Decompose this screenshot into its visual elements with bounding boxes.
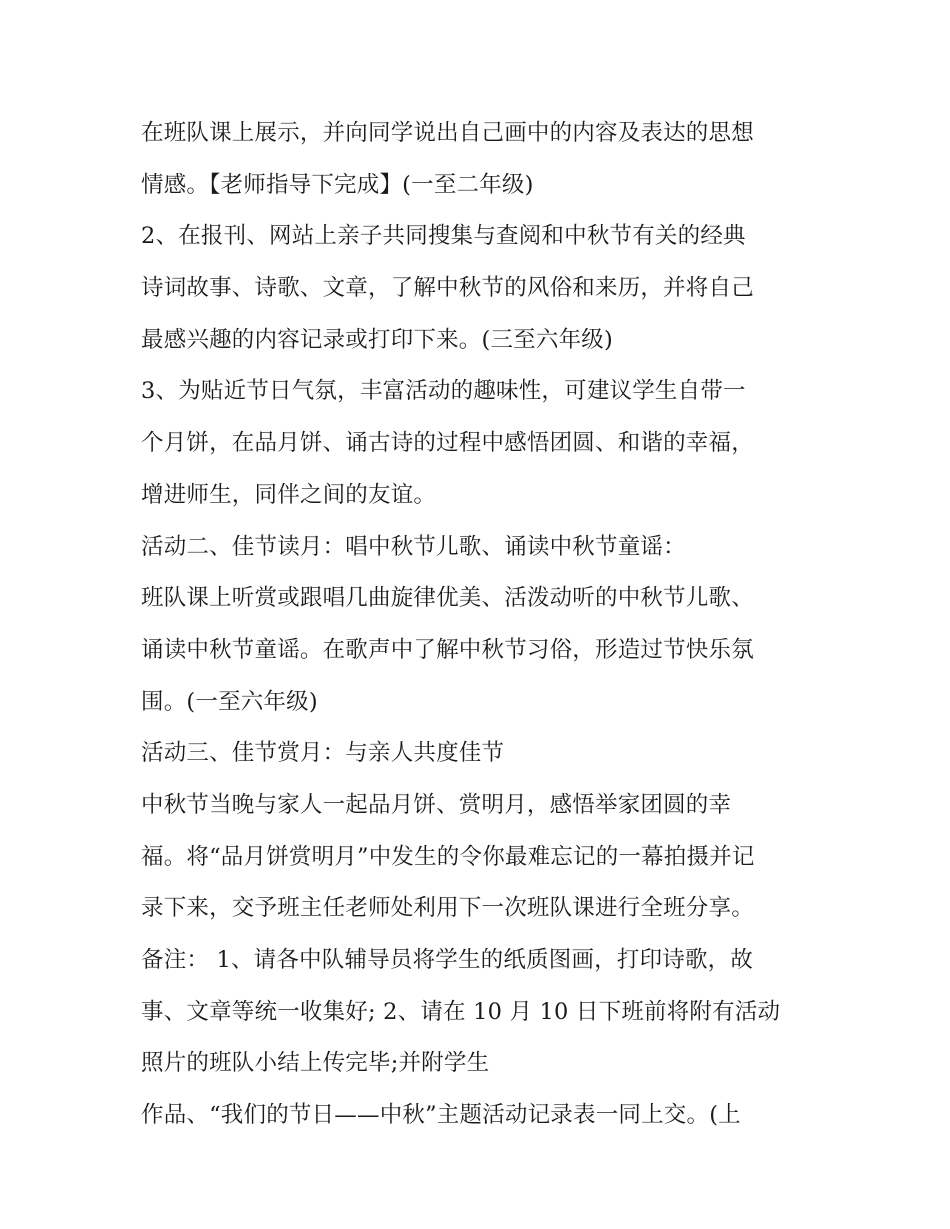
text-line: 个月饼，在品月饼、诵古诗的过程中感悟团圆、和谐的幸福， (141, 430, 754, 457)
note-line: 照片的班队小结上传完毕;并附学生 (141, 1050, 490, 1077)
document-body (141, 108, 841, 1142)
text-line: 围。(一至六年级) (141, 688, 318, 715)
text-line: 作品、“我们的节日——中秋”主题活动记录表一同上交。(上 (141, 1102, 741, 1129)
text-line: 诗词故事、诗歌、文章，了解中秋节的风俗和来历，并将自己 (141, 275, 754, 302)
text-line: 班队课上听赏或跟唱几曲旋律优美、活泼动听的中秋节儿歌、 (141, 585, 754, 612)
text-line: 中秋节当晚与家人一起品月饼、赏明月，感悟举家团圆的幸 (141, 791, 732, 818)
text-line: 情感。【老师指导下完成】(一至二年级) (141, 171, 534, 198)
text-line: 最感兴趣的内容记录或打印下来。(三至六年级) (141, 326, 613, 353)
text-line: 增进师生，同伴之间的友谊。 (141, 481, 437, 508)
text-line: 录下来，交予班主任老师处利用下一次班队课进行全班分享。 (141, 895, 754, 922)
note-line: 备注： 1、请各中队辅导员将学生的纸质图画，打印诗歌，故 (141, 947, 754, 973)
text-line: 3、为贴近节日气氛，丰富活动的趣味性，可建议学生自带一 (141, 378, 746, 405)
section-heading: 活动三、佳节赏月：与亲人共度佳节 (141, 740, 505, 767)
note-line: 事、文章等统一收集好; 2、请在 10 月 10 日下班前将附有活动 (141, 998, 781, 1025)
text-line: 在班队课上展示，并向同学说出自己画中的内容及表达的思想 (141, 120, 754, 146)
text-line: 福。将“品月饼赏明月”中发生的令你最难忘记的一幕拍摄并记 (141, 843, 755, 870)
text-line: 诵读中秋节童谣。在歌声中了解中秋节习俗，形造过节快乐氛 (141, 636, 754, 663)
text-line: 2、在报刊、网站上亲子共同搜集与查阅和中秋节有关的经典 (141, 223, 746, 250)
section-heading: 活动二、佳节读月：唱中秋节儿歌、诵读中秋节童谣： (141, 533, 686, 560)
